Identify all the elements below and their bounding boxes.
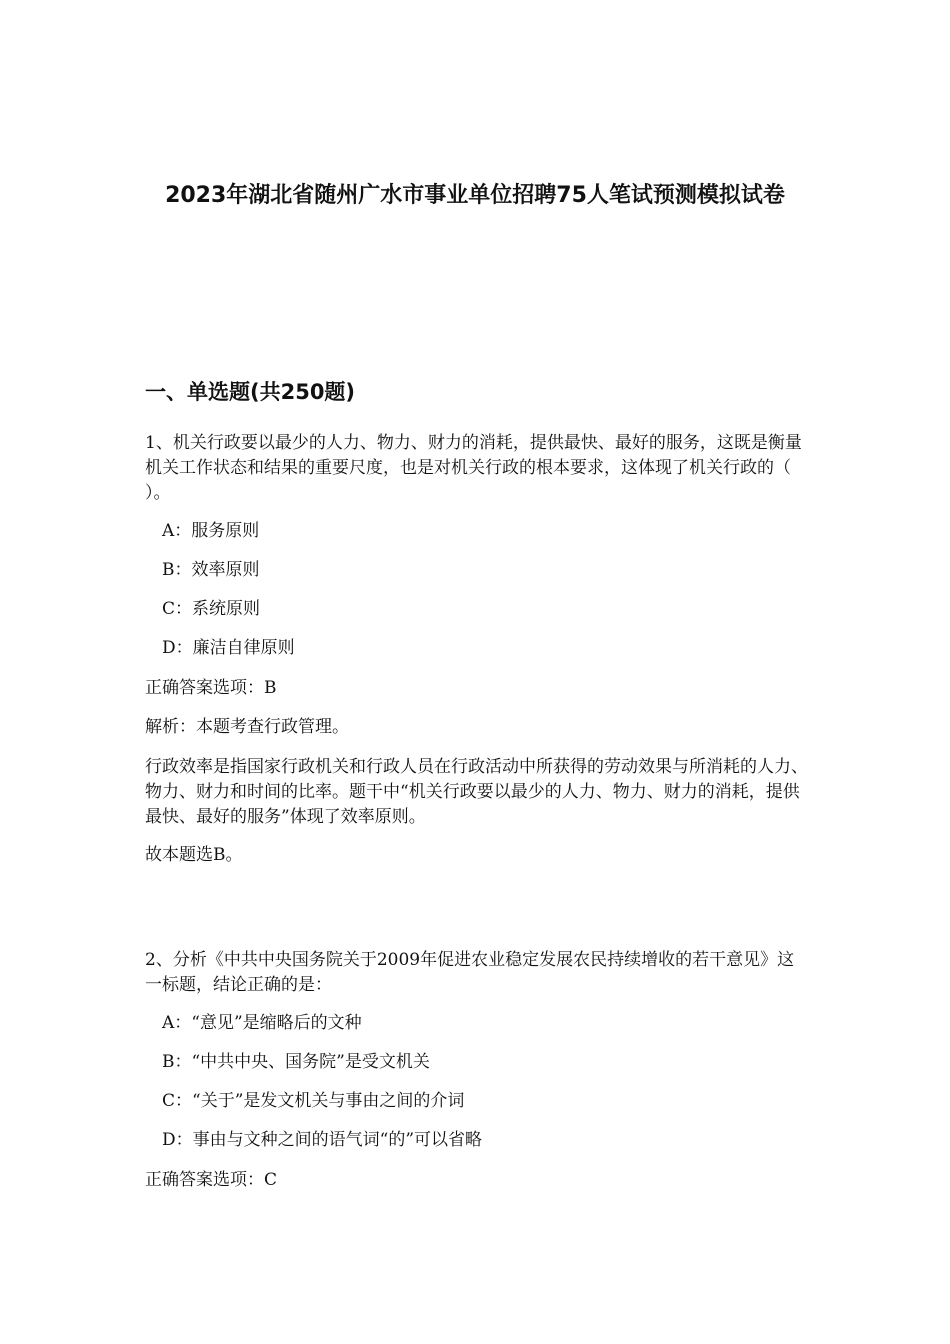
question-2-stem: 2、分析《中共中央国务院关于2009年促进农业稳定发展农民持续增收的若干意见》这一标题，结论正确的是： — [145, 950, 795, 995]
question-2-option-a: A：“意见”是缩略后的文种 — [162, 1013, 362, 1033]
question-2-option-c: C：“关于”是发文机关与事由之间的介词 — [162, 1091, 465, 1111]
question-2-answer: 正确答案选项：C — [145, 1170, 278, 1190]
question-1-answer: 正确答案选项：B — [145, 678, 277, 698]
question-1-analysis-intro: 解析：本题考查行政管理。 — [145, 717, 349, 737]
section-heading: 一、单选题(共250题) — [145, 380, 356, 404]
question-1-option-c: C：系统原则 — [162, 599, 261, 619]
question-1-stem: 1、机关行政要以最少的人力、物力、财力的消耗，提供最快、最好的服务，这既是衡量机关工作状态和结果的重要尺度，也是对机关行政的根本要求，这体现了机关行政的（ ）。 — [145, 433, 802, 503]
question-2-option-d: D：事由与文种之间的语气词“的”可以省略 — [162, 1130, 483, 1150]
question-1-analysis-conclusion: 故本题选B。 — [145, 845, 243, 865]
question-1-analysis-body: 行政效率是指国家行政机关和行政人员在行政活动中所获得的劳动效果与所消耗的人力、物力、财力和时间的比率。题干中“机关行政要以最少的人力、物力、财力的消耗，提供最快、最好的服务”体现了效率原则。 — [145, 757, 808, 827]
question-1-option-d: D：廉洁自律原则 — [162, 638, 295, 658]
question-1-option-b: B：效率原则 — [162, 560, 260, 580]
question-2-option-b: B：“中共中央、国务院”是受文机关 — [162, 1052, 430, 1072]
document-title: 2023年湖北省随州广水市事业单位招聘75人笔试预测模拟试卷 — [165, 183, 785, 208]
question-1-option-a: A：服务原则 — [162, 521, 260, 541]
